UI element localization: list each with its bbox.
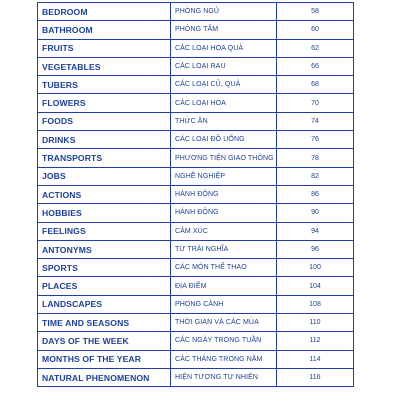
- topic-english-cell: NATURAL PHENOMENON: [38, 368, 171, 386]
- table-row: [38, 149, 354, 167]
- topic-vietnamese-cell: PHONG CẢNH: [171, 295, 277, 313]
- page-number-cell: 78: [277, 149, 354, 167]
- page-number-cell: 74: [277, 112, 354, 130]
- topic-vietnamese-cell: CÁC LOẠI HOA: [171, 94, 277, 112]
- topic-english-cell: BEDROOM: [38, 3, 171, 21]
- topic-english-cell: DRINKS: [38, 131, 171, 149]
- table-of-contents: [37, 2, 354, 387]
- topic-vietnamese-cell: THỜI GIAN VÀ CÁC MÙA: [171, 314, 277, 332]
- page-number-cell: 58: [277, 3, 354, 21]
- topic-english-cell: FLOWERS: [38, 94, 171, 112]
- table-row: [38, 259, 354, 277]
- topic-vietnamese-cell: PHÒNG TẮM: [171, 21, 277, 39]
- table-row: [38, 57, 354, 75]
- topic-english-cell: JOBS: [38, 167, 171, 185]
- table-row: [38, 39, 354, 57]
- topic-vietnamese-cell: NGHỀ NGHIỆP: [171, 167, 277, 185]
- topic-english-cell: VEGETABLES: [38, 57, 171, 75]
- page-number-cell: 114: [277, 350, 354, 368]
- page-number-cell: 66: [277, 57, 354, 75]
- table-row: [38, 350, 354, 368]
- table-row: [38, 332, 354, 350]
- topic-english-cell: ANTONYMS: [38, 240, 171, 258]
- topic-vietnamese-cell: CẢM XÚC: [171, 222, 277, 240]
- page-number-cell: 86: [277, 185, 354, 203]
- table-row: [38, 204, 354, 222]
- topic-english-cell: BATHROOM: [38, 21, 171, 39]
- page-number-cell: 76: [277, 131, 354, 149]
- topic-vietnamese-cell: PHÒNG NGỦ: [171, 3, 277, 21]
- topic-vietnamese-cell: CÁC NGÀY TRONG TUẦN: [171, 332, 277, 350]
- page-number-cell: 116: [277, 368, 354, 386]
- topic-vietnamese-cell: HÀNH ĐỘNG: [171, 185, 277, 203]
- table-row: [38, 94, 354, 112]
- topic-vietnamese-cell: CÁC LOẠI CỦ, QUẢ: [171, 76, 277, 94]
- table-of-contents-body: [38, 3, 354, 387]
- table-row: [38, 112, 354, 130]
- page-number-cell: 108: [277, 295, 354, 313]
- table-row: [38, 3, 354, 21]
- topic-vietnamese-cell: CÁC THÁNG TRONG NĂM: [171, 350, 277, 368]
- topic-vietnamese-cell: PHƯƠNG TIỆN GIAO THÔNG: [171, 149, 277, 167]
- table-row: [38, 76, 354, 94]
- page-number-cell: 104: [277, 277, 354, 295]
- topic-english-cell: TIME AND SEASONS: [38, 314, 171, 332]
- topic-english-cell: FOODS: [38, 112, 171, 130]
- topic-vietnamese-cell: THỨC ĂN: [171, 112, 277, 130]
- topic-english-cell: FRUITS: [38, 39, 171, 57]
- page-number-cell: 90: [277, 204, 354, 222]
- page-number-cell: 60: [277, 21, 354, 39]
- page-number-cell: 100: [277, 259, 354, 277]
- page-number-cell: 96: [277, 240, 354, 258]
- topic-vietnamese-cell: CÁC MÔN THỂ THAO: [171, 259, 277, 277]
- topic-english-cell: ACTIONS: [38, 185, 171, 203]
- page-number-cell: 112: [277, 332, 354, 350]
- topic-english-cell: LANDSCAPES: [38, 295, 171, 313]
- table-row: [38, 21, 354, 39]
- topic-vietnamese-cell: HIỆN TƯỢNG TỰ NHIÊN: [171, 368, 277, 386]
- topic-vietnamese-cell: HÀNH ĐỘNG: [171, 204, 277, 222]
- topic-vietnamese-cell: CÁC LOẠI RAU: [171, 57, 277, 75]
- topic-english-cell: HOBBIES: [38, 204, 171, 222]
- topic-vietnamese-cell: CÁC LOẠI ĐỒ UỐNG: [171, 131, 277, 149]
- page-number-cell: 70: [277, 94, 354, 112]
- topic-english-cell: FEELINGS: [38, 222, 171, 240]
- topic-english-cell: TUBERS: [38, 76, 171, 94]
- table-row: [38, 131, 354, 149]
- page-number-cell: 62: [277, 39, 354, 57]
- topic-english-cell: SPORTS: [38, 259, 171, 277]
- table-row: [38, 277, 354, 295]
- topic-vietnamese-cell: ĐỊA ĐIỂM: [171, 277, 277, 295]
- topic-vietnamese-cell: TỪ TRÁI NGHĨA: [171, 240, 277, 258]
- topic-vietnamese-cell: CÁC LOẠI HOA QUẢ: [171, 39, 277, 57]
- table-row: [38, 222, 354, 240]
- topic-english-cell: DAYS OF THE WEEK: [38, 332, 171, 350]
- page-number-cell: 82: [277, 167, 354, 185]
- table-row: [38, 295, 354, 313]
- page-number-cell: 68: [277, 76, 354, 94]
- table-row: [38, 240, 354, 258]
- table-row: [38, 368, 354, 386]
- topic-english-cell: TRANSPORTS: [38, 149, 171, 167]
- table-row: [38, 167, 354, 185]
- page-number-cell: 94: [277, 222, 354, 240]
- table-row: [38, 185, 354, 203]
- page-number-cell: 110: [277, 314, 354, 332]
- topic-english-cell: PLACES: [38, 277, 171, 295]
- table-row: [38, 314, 354, 332]
- topic-english-cell: MONTHS OF THE YEAR: [38, 350, 171, 368]
